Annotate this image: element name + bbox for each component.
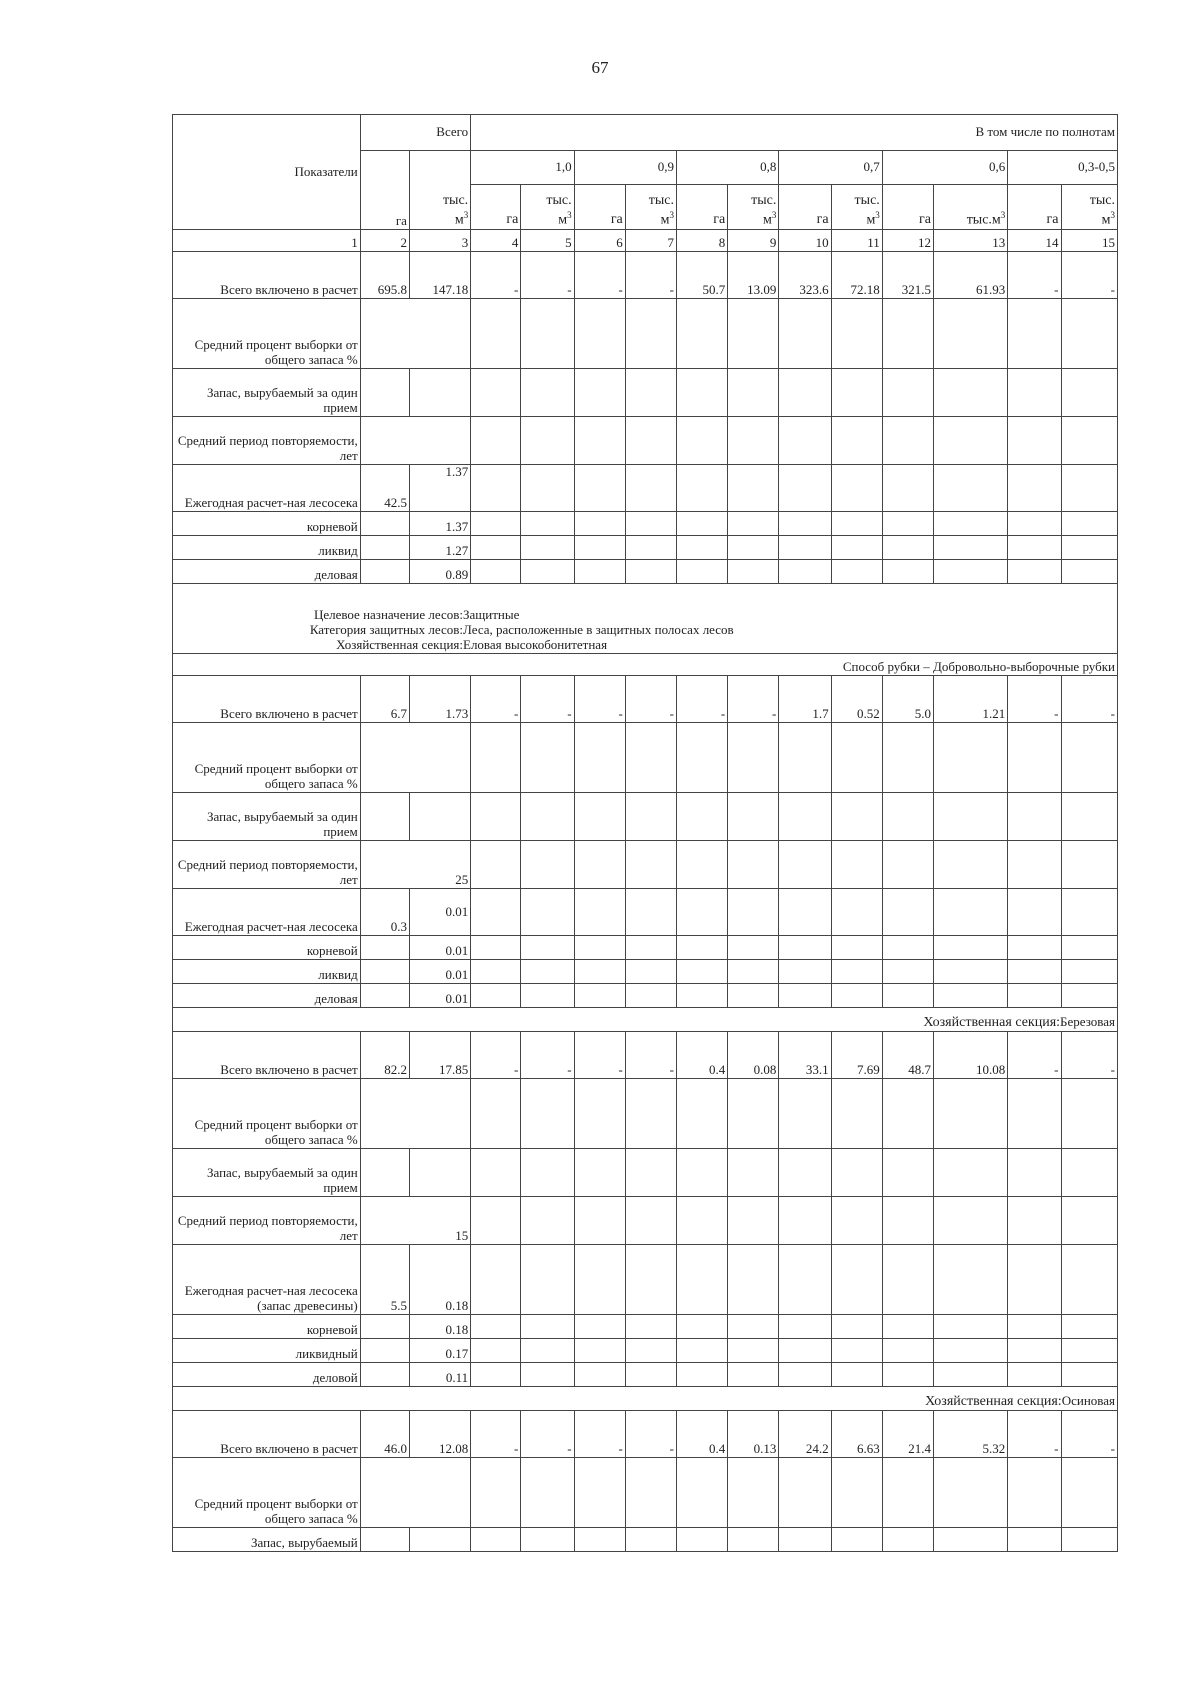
cell: 0.08 <box>728 1032 779 1079</box>
cell: 1.73 <box>409 676 470 723</box>
cell: 21.4 <box>882 1411 933 1458</box>
cell: - <box>521 1411 574 1458</box>
cell: - <box>574 676 625 723</box>
row-label: ликвидный <box>173 1339 361 1363</box>
cell: - <box>1061 1411 1118 1458</box>
row-label: Средний процент выборки от общего запаса % <box>173 299 361 369</box>
cell: 1.37 <box>409 465 470 512</box>
cell: 0.4 <box>676 1411 727 1458</box>
row-label: Ежегодная расчет-ная лесосека <box>173 465 361 512</box>
table-row <box>173 1458 1118 1528</box>
header-thous-m3: $тыс.м^3$ <box>934 185 1008 230</box>
col-number: 6 <box>574 230 625 252</box>
header-density: 0,8 <box>676 151 778 185</box>
table-row <box>173 793 1118 841</box>
row-label: Средний процент выборки от общего запаса % <box>173 1458 361 1528</box>
cell: 0.18 <box>409 1315 470 1339</box>
table-row <box>173 417 1118 465</box>
table-row <box>173 1315 1118 1339</box>
row-label: деловой <box>173 1363 361 1387</box>
cell: - <box>574 1032 625 1079</box>
column-numbers-row <box>173 230 1118 252</box>
cell: - <box>1061 252 1118 299</box>
col-number: 3 <box>409 230 470 252</box>
cell: 5.0 <box>882 676 933 723</box>
col-number: 11 <box>831 230 882 252</box>
cell: 6.7 <box>360 676 409 723</box>
header-indicators: Показатели <box>173 115 361 230</box>
table-row <box>173 299 1118 369</box>
col-number: 12 <box>882 230 933 252</box>
row-label: Средний период повторяемости, лет <box>173 1197 361 1245</box>
cell: 0.01 <box>409 889 470 936</box>
section-value: Еловая высокобонитетная <box>463 637 608 653</box>
header-total: Всего <box>360 115 470 151</box>
col-number: 1 <box>173 230 361 252</box>
section-aspen <box>173 1387 1118 1411</box>
table-row <box>173 676 1118 723</box>
table-row <box>173 1149 1118 1197</box>
cell: 0.17 <box>409 1339 470 1363</box>
cell: 61.93 <box>934 252 1008 299</box>
table-row <box>173 936 1118 960</box>
header-ha: га <box>471 185 521 230</box>
cell: - <box>1061 1032 1118 1079</box>
table-row <box>173 1528 1118 1552</box>
row-label: Средний период повторяемости, лет <box>173 417 361 465</box>
table-row <box>173 723 1118 793</box>
row-label: деловая <box>173 984 361 1008</box>
cell: 12.08 <box>409 1411 470 1458</box>
col-number: 8 <box>676 230 727 252</box>
cell: 7.69 <box>831 1032 882 1079</box>
info-row <box>173 584 1118 654</box>
cell: 0.11 <box>409 1363 470 1387</box>
row-label: ликвид <box>173 960 361 984</box>
cell: 42.5 <box>360 465 409 512</box>
cell: 82.2 <box>360 1032 409 1079</box>
header-ha: га <box>882 185 933 230</box>
header-m3: тыс. $м^3$ <box>625 185 676 230</box>
category-value: Леса, расположенные в защитных полосах лесов <box>463 622 734 638</box>
cell: 0.01 <box>409 984 470 1008</box>
row-label: Всего включено в расчет <box>173 676 361 723</box>
cell: 0.4 <box>676 1032 727 1079</box>
row-label: Запас, вырубаемый за один прием <box>173 1149 361 1197</box>
header-m3: тыс. $м^3$ <box>1061 185 1118 230</box>
cell: 33.1 <box>779 1032 831 1079</box>
section-key: Хозяйственная секция: <box>925 1393 1062 1409</box>
row-label: Всего включено в расчет <box>173 252 361 299</box>
cell: 0.13 <box>728 1411 779 1458</box>
row-label: Запас, вырубаемый за один прием <box>173 793 361 841</box>
cell: - <box>1008 676 1061 723</box>
row-label: Ежегодная расчет-ная лесосека (запас древесины) <box>173 1245 361 1315</box>
table-row <box>173 841 1118 889</box>
table-row <box>173 369 1118 417</box>
felling-method: Способ рубки – Добровольно-выборочные рубки <box>173 654 1118 676</box>
table-row <box>173 1032 1118 1079</box>
cell: 6.63 <box>831 1411 882 1458</box>
cell: - <box>728 676 779 723</box>
cell: 1.21 <box>934 676 1008 723</box>
section-birch <box>173 1008 1118 1032</box>
col-number: 13 <box>934 230 1008 252</box>
row-label: Всего включено в расчет <box>173 1032 361 1079</box>
header-density: 0,3-0,5 <box>1008 151 1118 185</box>
cell: 17.85 <box>409 1032 470 1079</box>
header-including: В том числе по полнотам <box>471 115 1118 151</box>
cell: 695.8 <box>360 252 409 299</box>
section-value: Березовая <box>1060 1013 1115 1029</box>
cell: 46.0 <box>360 1411 409 1458</box>
header-m3: тыс. $м^3$ <box>831 185 882 230</box>
row-label: Ежегодная расчет-ная лесосека <box>173 889 361 936</box>
allowable-cut-table <box>172 114 1118 1552</box>
row-label: Всего включено в расчет <box>173 1411 361 1458</box>
cell: 1.27 <box>409 536 470 560</box>
cell: - <box>1008 252 1061 299</box>
col-number: 9 <box>728 230 779 252</box>
row-label: корневой <box>173 512 361 536</box>
cell: - <box>625 1032 676 1079</box>
table-row <box>173 984 1118 1008</box>
header-density: 0,6 <box>882 151 1008 185</box>
cell: - <box>471 252 521 299</box>
cell: 25 <box>360 841 470 889</box>
cell: - <box>521 1032 574 1079</box>
row-label: Средний процент выборки от общего запаса % <box>173 723 361 793</box>
cell: 0.52 <box>831 676 882 723</box>
header-density: 1,0 <box>471 151 574 185</box>
row-label: Средний процент выборки от общего запаса % <box>173 1079 361 1149</box>
table-row <box>173 1245 1118 1315</box>
table-row <box>173 252 1118 299</box>
header-total-m3: тыс. $м^3$ <box>409 151 470 230</box>
cell: 5.32 <box>934 1411 1008 1458</box>
cell: 50.7 <box>676 252 727 299</box>
page-number: 67 <box>591 58 609 77</box>
cell: 1.7 <box>779 676 831 723</box>
cell: 10.08 <box>934 1032 1008 1079</box>
cell: 0.01 <box>409 960 470 984</box>
row-label: ликвид <box>173 536 361 560</box>
header-density: 0,9 <box>574 151 676 185</box>
cell: - <box>625 252 676 299</box>
header-ha: га <box>574 185 625 230</box>
row-label: корневой <box>173 936 361 960</box>
cell: - <box>1061 676 1118 723</box>
cell: - <box>574 1411 625 1458</box>
header-m3: тыс. $м^3$ <box>728 185 779 230</box>
cell: - <box>471 676 521 723</box>
table-row <box>173 1363 1118 1387</box>
row-label: деловая <box>173 560 361 584</box>
cell: 15 <box>360 1197 470 1245</box>
table-row <box>173 1197 1118 1245</box>
cell: 321.5 <box>882 252 933 299</box>
cell: - <box>1008 1032 1061 1079</box>
col-number: 5 <box>521 230 574 252</box>
table-row <box>173 536 1118 560</box>
table-row <box>173 512 1118 536</box>
header-ha: га <box>676 185 727 230</box>
cell: - <box>471 1032 521 1079</box>
header-density: 0,7 <box>779 151 882 185</box>
col-number: 15 <box>1061 230 1118 252</box>
table-row <box>173 465 1118 512</box>
category-key: Категория защитных лесов: <box>309 622 463 638</box>
section-key: Хозяйственная секция: <box>923 1014 1061 1030</box>
header-ha: га <box>779 185 831 230</box>
table-row <box>173 960 1118 984</box>
cell: 323.6 <box>779 252 831 299</box>
cell: 24.2 <box>779 1411 831 1458</box>
row-label: Запас, вырубаемый <box>173 1528 361 1552</box>
cell: - <box>521 676 574 723</box>
header-m3: тыс. $м^3$ <box>521 185 574 230</box>
section-value: Осиновая <box>1061 1392 1115 1408</box>
col-number: 7 <box>625 230 676 252</box>
cell: - <box>1008 1411 1061 1458</box>
cell: 13.09 <box>728 252 779 299</box>
cell: - <box>625 676 676 723</box>
col-number: 4 <box>471 230 521 252</box>
cell: 72.18 <box>831 252 882 299</box>
cell: 0.01 <box>409 936 470 960</box>
cell: 0.89 <box>409 560 470 584</box>
cell: - <box>676 676 727 723</box>
col-number: 10 <box>779 230 831 252</box>
col-number: 2 <box>360 230 409 252</box>
row-label: Средний период повторяемости, лет <box>173 841 361 889</box>
table-row <box>173 1411 1118 1458</box>
col-number: 14 <box>1008 230 1061 252</box>
row-label: корневой <box>173 1315 361 1339</box>
row-label: Запас, вырубаемый за один прием <box>173 369 361 417</box>
cell: - <box>521 252 574 299</box>
purpose-value: Защитные <box>463 607 520 623</box>
cell: 1.37 <box>409 512 470 536</box>
purpose-key: Целевое назначение лесов: <box>313 607 463 623</box>
header-total-ha: га <box>360 151 409 230</box>
cell: 0.18 <box>409 1245 470 1315</box>
header-ha: га <box>1008 185 1061 230</box>
section-key: Хозяйственная секция: <box>336 637 463 653</box>
cell: 5.5 <box>360 1245 409 1315</box>
cell: - <box>625 1411 676 1458</box>
table-row <box>173 560 1118 584</box>
cell: 147.18 <box>409 252 470 299</box>
table-row <box>173 1339 1118 1363</box>
table-row <box>173 889 1118 936</box>
cell: 0.3 <box>360 889 409 936</box>
table-row <box>173 1079 1118 1149</box>
cell: - <box>574 252 625 299</box>
cell: - <box>471 1411 521 1458</box>
cell: 48.7 <box>882 1032 933 1079</box>
